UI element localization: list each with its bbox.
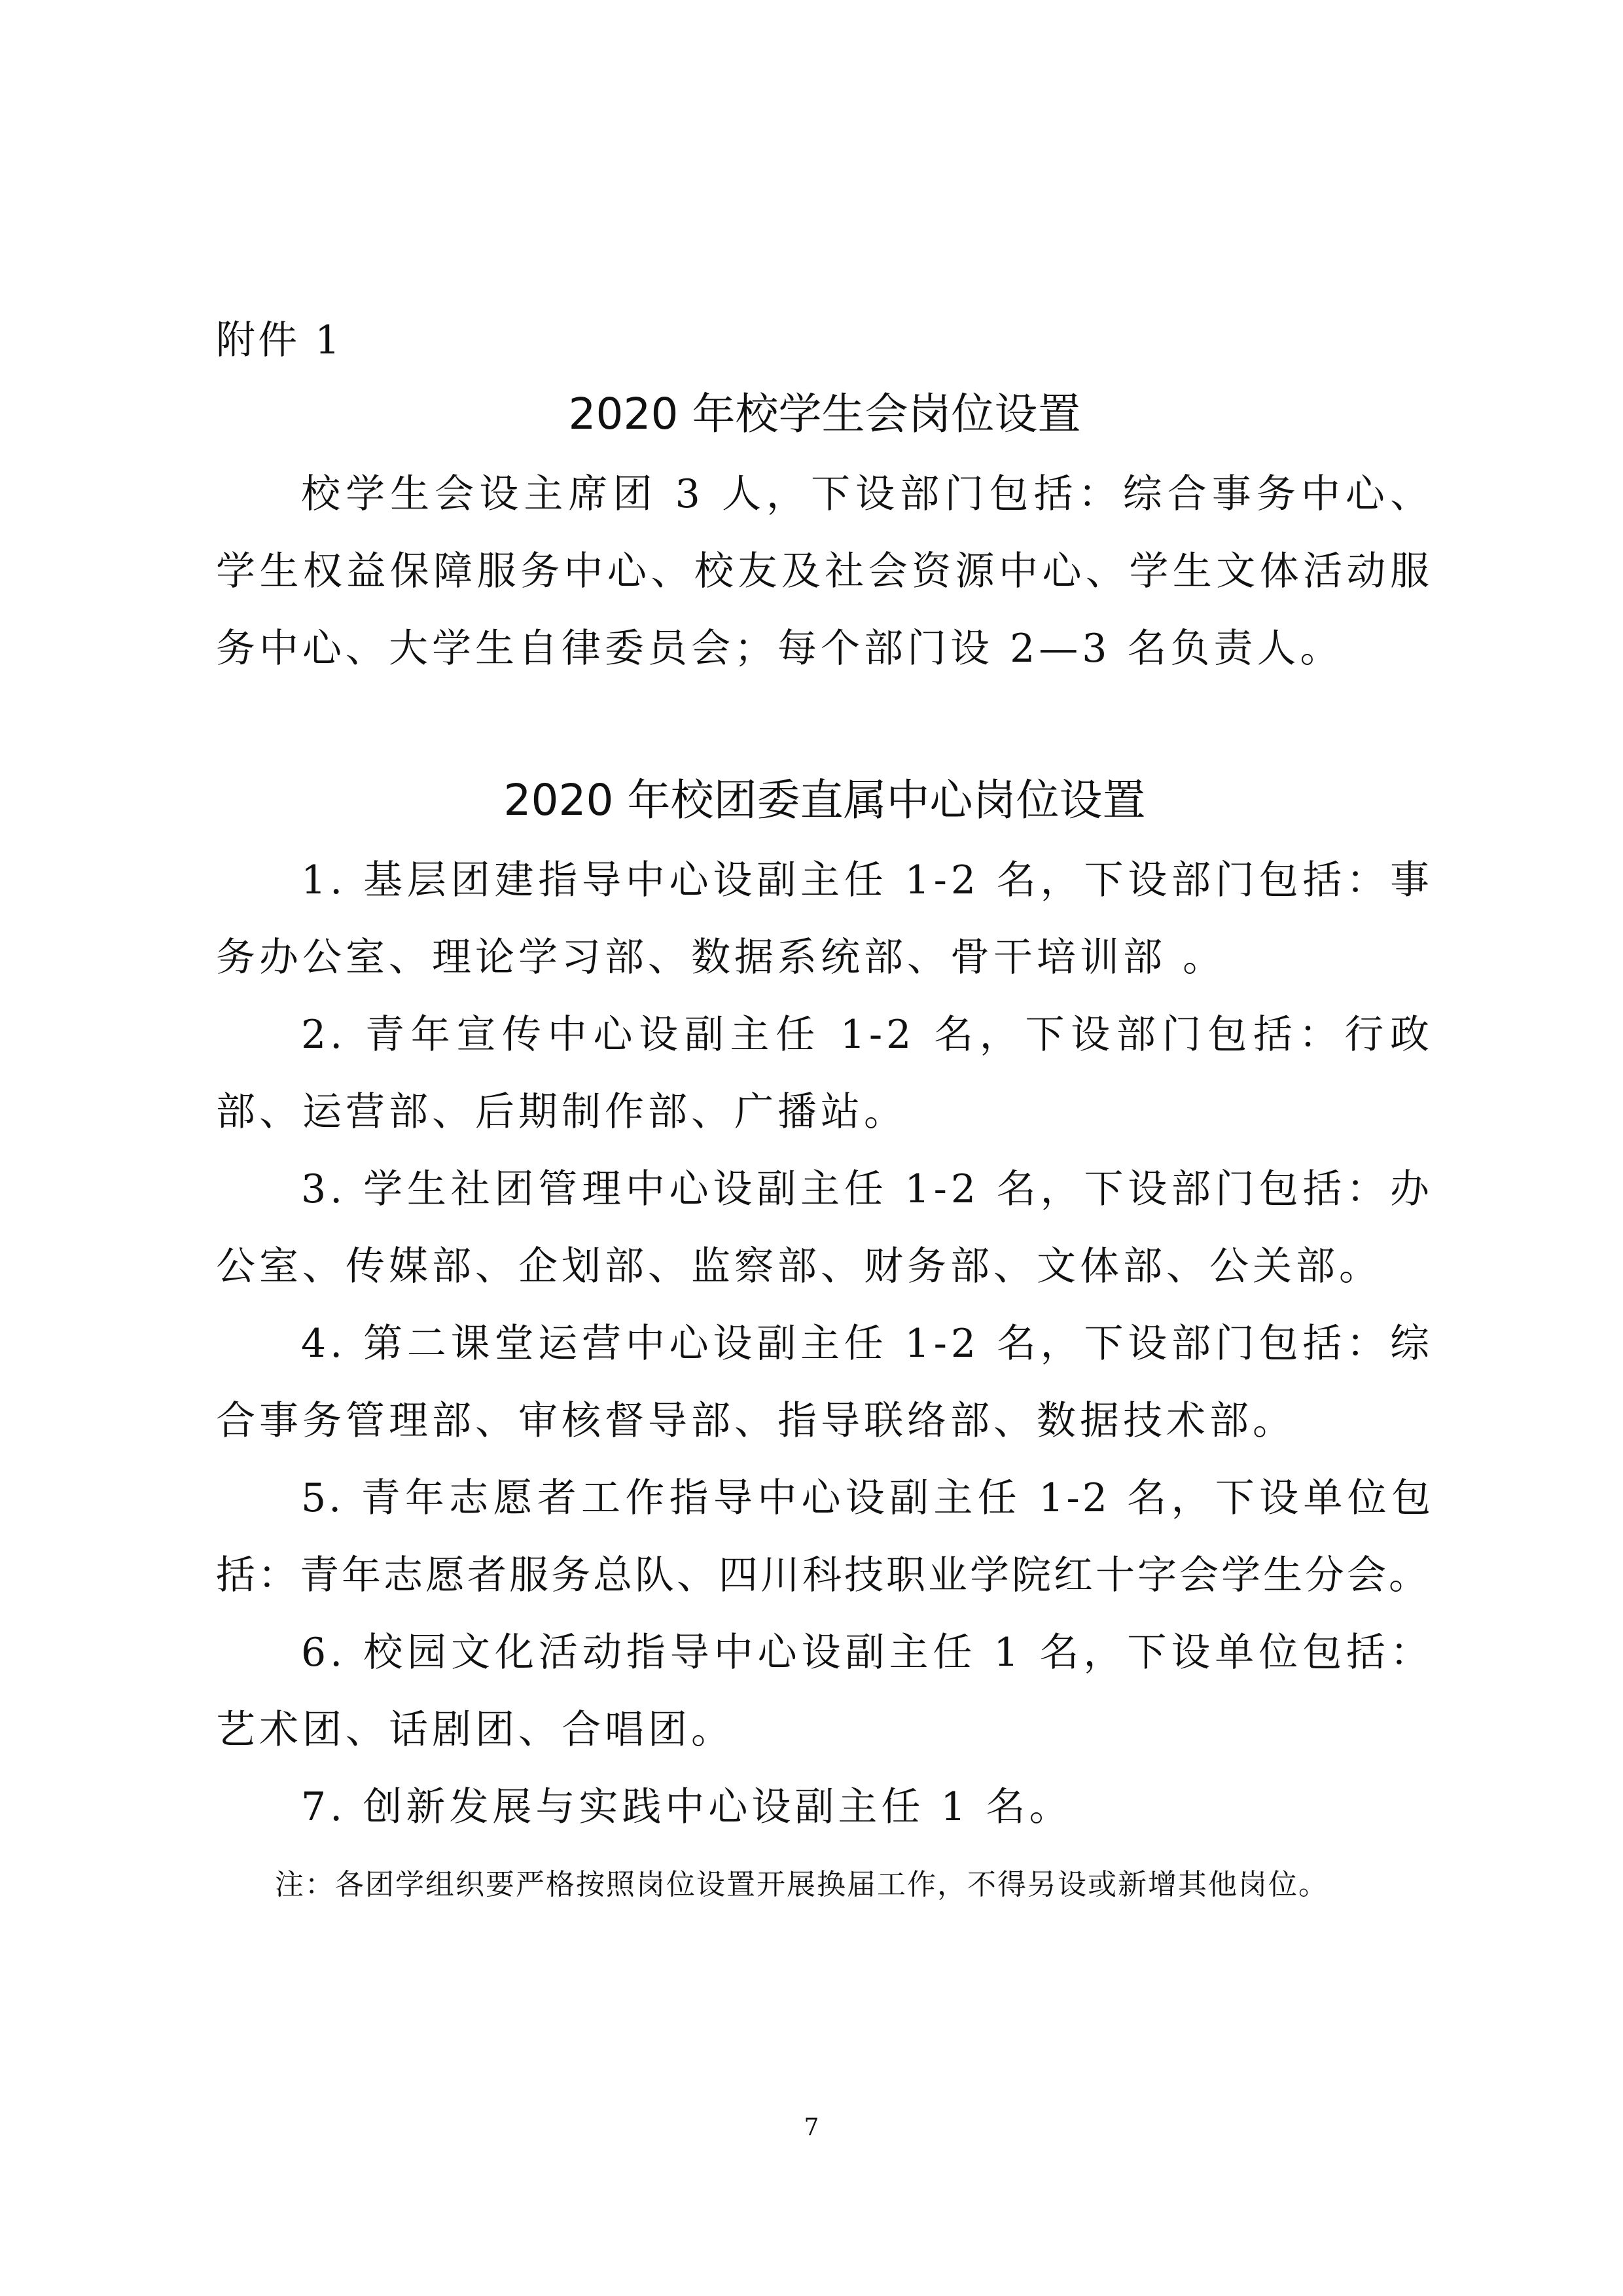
list-item: 4. 第二课堂运营中心设副主任 1-2 名，下设部门包括：综合事务管理部、审核督导部、指导联络部、数据技术部。 [216,1321,1433,1444]
note-text: 注：各团学组织要严格按照岗位设置开展换届工作，不得另设或新增其他岗位。 [275,1868,1329,1901]
section2-title: 2020 年校团委直属中心岗位设置 [503,775,1146,825]
list-item: 6. 校园文化活动指导中心设副主任 1 名，下设单位包括：艺术团、话剧团、合唱团。 [216,1630,1433,1753]
section1-paragraph: 校学生会设主席团 3 人，下设部门包括：综合事务中心、学生权益保障服务中心、校友及社会资源中心、学生文体活动服务中心、大学生自律委员会；每个部门设 2—3 名负责人。 [216,471,1433,672]
page-number: 7 [804,2114,819,2141]
list-item: 3. 学生社团管理中心设副主任 1-2 名，下设部门包括：办公室、传媒部、企划部、监察部、财务部、文体部、公关部。 [216,1166,1433,1289]
attachment-label: 附件 1 [216,317,343,363]
list-item: 1. 基层团建指导中心设副主任 1-2 名，下设部门包括：事务办公室、理论学习部、数据系统部、骨干培训部 。 [216,857,1433,980]
list-item: 5. 青年志愿者工作指导中心设副主任 1-2 名，下设单位包括：青年志愿者服务总队、四川科技职业学院红十字会学生分会。 [216,1475,1433,1598]
list-item: 7. 创新发展与实践中心设副主任 1 名。 [301,1784,1073,1830]
list-item: 2. 青年宣传中心设副主任 1-2 名，下设部门包括：行政部、运营部、后期制作部、广播站。 [216,1012,1433,1135]
section1-title: 2020 年校学生会岗位设置 [568,389,1081,439]
